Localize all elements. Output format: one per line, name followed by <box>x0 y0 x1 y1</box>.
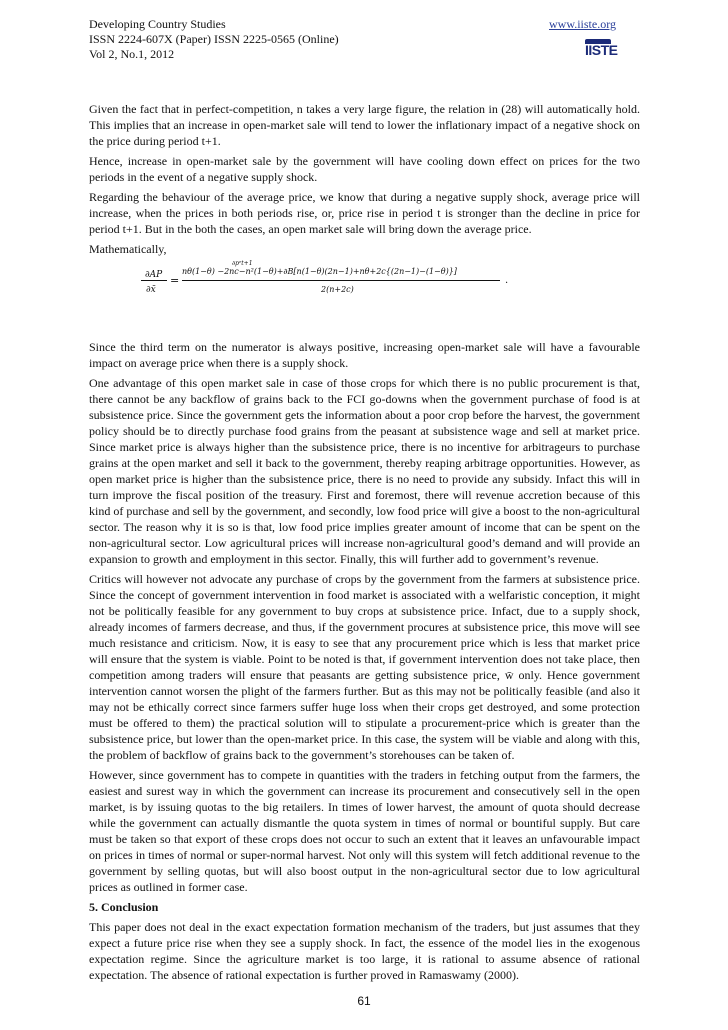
paragraph-6: One advantage of this open market sale in case of those crops for which there is no public procurement is that, there cannot be any backflow of grains back to the FCI go-downs when the government purchase of food is at subsistence price. Since the government gets the information about a poor crop before the harvest, the government policy should be to directly purchase food grains from the peasant at subsistence wage and sell at market price. Since market price is always higher than the subsistence price, there is no incentive for arbitrageurs to purchase grains at the open market and sell it back to the government, thereby reaping arbitrage opportunities. However, as open market price is higher than the subsistence price, there is no need to provide any subsidy. Infact this will in turn improve the fiscal position of the treasury. First and foremost, there will revenue accretion because of this kind of purchase and sell by the government, and secondly, low food price will give a boost to the non-agricultural sector. The reason why it is so is that, low food price implies greater amount of income that can be spent on the non-agricultural sector. Low agricultural prices will increase non-agricultural good’s demand and will provide an expansion to growth and employment in this sector. Finally, this will further add to government’s revenue. <box>89 376 640 566</box>
paragraph-1: Given the fact that in perfect-competition, n takes a very large figure, the relation in (28) will automatically hold. This implies that an increase in open-market sale will tend to lower the inflationary impact of a negative shock on the price during period t+1. <box>89 102 640 148</box>
eq-rhs-denominator: 2(n+2c) <box>321 285 354 294</box>
iiste-logo <box>585 39 618 61</box>
logo-text: IISTE <box>585 42 618 58</box>
eq-lhs-fraction-bar <box>141 280 167 281</box>
eq-rhs-numerator <box>182 260 457 280</box>
paragraph-2: Hence, increase in open-market sale by the government will have cooling down effect on prices for the two periods in the event of a negative supply shock. <box>89 154 640 184</box>
equation-average-price <box>89 259 640 299</box>
paragraph-9: This paper does not deal in the exact expectation formation mechanism of the traders, but just assumes that they expect a future price rise when they see a supply shock. In fact, the essence of the model lies in the exogenous expectation regime. Since the agriculture market is too large, it is rational to assume absence of rational expectation. The absence of rational expectation is further proved in Ramaswamy (2000). <box>89 920 640 982</box>
article-body <box>89 101 640 987</box>
eq-rhs-fraction-bar <box>182 280 500 281</box>
paragraph-5: Since the third term on the numerator is always positive, increasing open-market sale will have a favourable impact on average price when there is a supply shock. <box>89 340 640 370</box>
paragraph-3: Regarding the behaviour of the average price, we know that during a negative supply shock, average price will increase, when the prices in both periods rise, or, price rise in period t is stronger than the decline in price for period t+1. But in the both the cases, an open market sale will bring down the average price. <box>89 190 640 236</box>
eq-rhs-numerator-tail: [n(1−θ)(2n−1)+nθ+2c{(2n−1)−(1−θ)}] <box>293 267 457 276</box>
eq-period: . <box>505 275 509 286</box>
paragraph-8: However, since government has to compete in quantities with the traders in fetching output from the farmers, the easiest and surest way in which the government can increase its procurement and consecutively sell in the open market, is by issuing quotas to the big retailers. In times of lower harvest, the amount of quota should decrease while the government can actually dismantle the quota system in times of normal or bountiful supply. But care must be taken so that export of these crops does not occur to such an extent that it leaves an unfavourable impact on prices in times of normal or super-normal harvest. Not only will this system will fetch additional revenue to the government by selling quotas, but will also boost output in the non-agricultural sector due to low agricultural prices as outlined in former case. <box>89 768 640 894</box>
page-number: 61 <box>357 994 371 1008</box>
eq-equals-sign: = <box>170 274 180 287</box>
eq-rhs-numerator-main: nθ(1−θ) −2nc−n²(1−θ)+ <box>182 267 284 276</box>
journal-url-link[interactable]: www.iiste.org <box>549 17 616 31</box>
volume-line: Vol 2, No.1, 2012 <box>89 47 175 61</box>
page-header <box>89 17 640 62</box>
paragraph-4: Mathematically, <box>89 242 167 256</box>
eq-rhs-numerator-partial-b: ∂B <box>283 267 294 276</box>
eq-rhs-partial-p: ∂pᵉt+1 <box>232 260 253 267</box>
journal-title: Developing Country Studies <box>89 17 226 31</box>
eq-lhs-denominator: ∂x̄ <box>146 285 156 295</box>
section-heading-conclusion: 5. Conclusion <box>89 900 159 914</box>
paragraph-7: Critics will however not advocate any purchase of crops by the government from the farmers at subsistence price. Since the concept of government intervention in food market is associated with a welfaristic conception, it might not be politically feasible for any government to buy crops at subsistence price. Infact, due to a supply shock, already incomes of farmers decrease, and thus, if the government procures at subsistence price, this move will see much resistance and criticism. Now, it is easy to see that any procurement price which is less that market price will ensure that the system is viable. Point to be noted is that, if government intervention does not take place, then competition among traders will ensure that peasants are getting subsistence price, w̄ only. Hence government intervention cannot worsen the plight of the farmers further. But as this may not be politically feasible (and also it may not be ethically correct since farmers suffer huge loss when their crops get destroyed, and some protection must be offered to them) the practical solution will to stipulate a procurement-price which is greater than the subsistence price, but lower than the open-market price. In this case, the system will be viable and along with this, the problem of backflow of grains back to the government’s storehouses can be taken of. <box>89 572 640 762</box>
eq-lhs-numerator: ∂AP <box>145 270 163 280</box>
issn-line: ISSN 2224-607X (Paper) ISSN 2225-0565 (Online) <box>89 32 339 46</box>
